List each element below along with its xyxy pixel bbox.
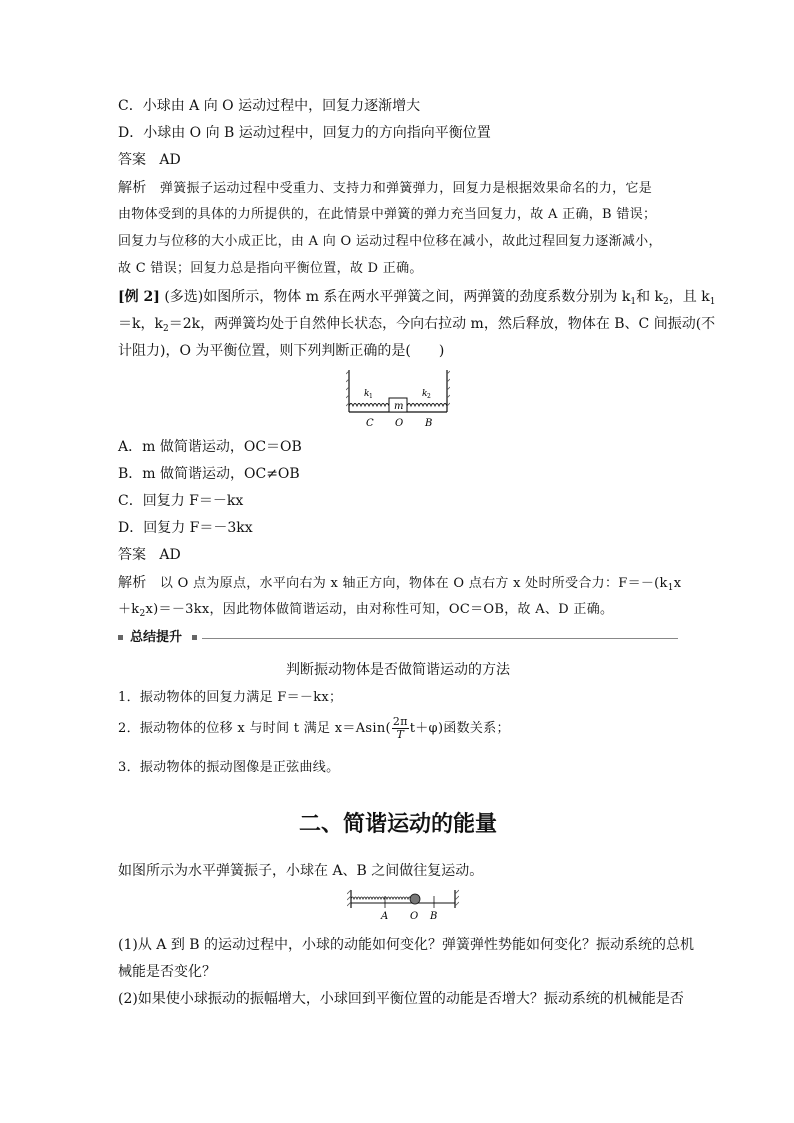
analysis-text: ＋k bbox=[118, 602, 140, 617]
analysis-line bbox=[118, 573, 681, 594]
example2-line2 bbox=[118, 314, 715, 334]
question-1-line1: (1)从 A 到 B 的运动过程中，小球的动能如何变化？弹簧弹性势能如何变化？振动系统的总机 bbox=[118, 937, 695, 953]
summary-text: 2．振动物体的位移 x 与时间 t 满足 x＝Asin( bbox=[118, 721, 391, 736]
summary-title: 判断振动物体是否做简谐运动的方法 bbox=[286, 662, 510, 678]
ball bbox=[410, 894, 420, 904]
summary-item-2 bbox=[118, 714, 510, 744]
point-c-label: C bbox=[366, 418, 374, 429]
analysis-line bbox=[118, 600, 613, 620]
example-text: ＝k，k bbox=[118, 316, 163, 332]
answer-value: AD bbox=[159, 547, 181, 563]
subscript: 1 bbox=[709, 297, 716, 307]
point-o-label: O bbox=[395, 418, 404, 429]
subscript: 2 bbox=[139, 609, 146, 619]
analysis-label: 解析 bbox=[118, 180, 147, 196]
example-text: ＝2k，两弹簧均处于自然伸长状态，今向右拉动 m，然后释放，物体在 B、C 间振动(不 bbox=[168, 316, 716, 332]
option-c: C．回复力 F＝－kx bbox=[118, 493, 244, 509]
example-text: 和 k bbox=[636, 289, 664, 305]
summary-header bbox=[118, 629, 678, 647]
analysis-text: 回复力与位移的大小成正比，由 A 向 O 运动过程中位移在减小，故此过程回复力逐渐减小， bbox=[118, 234, 662, 249]
answer-row bbox=[118, 545, 181, 565]
k2-sub: 2 bbox=[427, 393, 431, 400]
summary-item-3: 3．振动物体的振动图像是正弦曲线。 bbox=[118, 760, 340, 775]
option-a: A．m 做简谐运动，OC＝OB bbox=[118, 439, 302, 455]
question-2-line1: (2)如果使小球振动的振幅增大，小球回到平衡位置的动能是否增大？振动系统的机械能是否 bbox=[118, 991, 684, 1007]
k1-label: k bbox=[364, 389, 370, 399]
subscript: 1 bbox=[667, 583, 674, 593]
analysis-text: 弹簧振子运动过程中受重力、支持力和弹簧弹力，回复力是根据效果命名的力，它是 bbox=[159, 181, 653, 196]
question-1-line2: 械能是否变化？ bbox=[118, 964, 216, 980]
answer-label: 答案 bbox=[118, 547, 146, 563]
mass-label: m bbox=[394, 401, 404, 412]
point-b-label: B bbox=[430, 911, 438, 922]
subscript: 2 bbox=[663, 297, 669, 307]
subscript: 2 bbox=[162, 324, 169, 334]
spring-oscillator-figure bbox=[347, 888, 459, 922]
option-d: D．回复力 F＝－3kx bbox=[118, 520, 253, 536]
bullet-square-icon bbox=[192, 635, 197, 640]
point-a-label: A bbox=[381, 911, 389, 922]
summary-header-title: 总结提升 bbox=[130, 630, 183, 645]
bullet-square-icon bbox=[118, 635, 123, 640]
fraction-denominator: T bbox=[396, 728, 405, 741]
analysis-label: 解析 bbox=[118, 575, 147, 591]
answer-value: AD bbox=[159, 152, 181, 168]
fraction bbox=[392, 716, 409, 741]
section-intro: 如图所示为水平弹簧振子，小球在 A、B 之间做往复运动。 bbox=[118, 863, 484, 879]
analysis-text: 以 O 点为原点，水平向右为 x 轴正方向，物体在 O 点右方 x 处时所受合力：F＝－(k bbox=[159, 576, 668, 591]
example-tag: [例 2] bbox=[118, 289, 160, 305]
spring-right bbox=[407, 404, 447, 407]
spring bbox=[351, 897, 411, 899]
option-d-text: D．小球由 O 向 B 运动过程中，回复力的方向指向平衡位置 bbox=[118, 125, 491, 141]
two-spring-figure bbox=[346, 368, 450, 430]
spring-left bbox=[349, 404, 389, 407]
summary-item-1: 1．振动物体的回复力满足 F＝－kx； bbox=[118, 690, 343, 705]
answer-label: 答案 bbox=[118, 152, 146, 168]
subscript: 1 bbox=[630, 297, 637, 307]
analysis-text: x)＝－3kx，因此物体做简谐运动，由对称性可知，OC＝OB，故 A、D 正确。 bbox=[145, 602, 614, 617]
analysis-text: 故 C 错误；回复力总是指向平衡位置，故 D 正确。 bbox=[118, 261, 423, 276]
divider bbox=[202, 638, 678, 639]
section-title: 二、简谐运动的能量 bbox=[298, 812, 497, 837]
example-text: (多选)如图所示，物体 m 系在两水平弹簧之间，两弹簧的劲度系数分别为 k bbox=[164, 289, 631, 305]
k1-sub: 1 bbox=[369, 393, 373, 400]
example2-line1 bbox=[118, 287, 715, 307]
option-c-text: C．小球由 A 向 O 运动过程中，回复力逐渐增大 bbox=[118, 98, 421, 114]
example-text: ，且 k bbox=[668, 289, 710, 305]
point-o-label: O bbox=[410, 911, 419, 922]
analysis-text: x bbox=[673, 576, 682, 591]
analysis-text: 由物体受到的具体的力所提供的，在此情景中弹簧的弹力充当回复力，故 A 正确，B 错误； bbox=[118, 207, 657, 222]
example2-line3: 计阻力)，O 为平衡位置，则下列判断正确的是( ) bbox=[118, 343, 445, 359]
answer-row bbox=[118, 150, 181, 170]
point-b-label: B bbox=[425, 418, 433, 429]
summary-text: t＋φ)函数关系； bbox=[409, 721, 510, 736]
fraction-numerator: 2π bbox=[392, 715, 408, 728]
analysis-line bbox=[118, 178, 652, 199]
option-b: B．m 做简谐运动，OC≠OB bbox=[118, 466, 300, 482]
k2-label: k bbox=[422, 389, 428, 399]
